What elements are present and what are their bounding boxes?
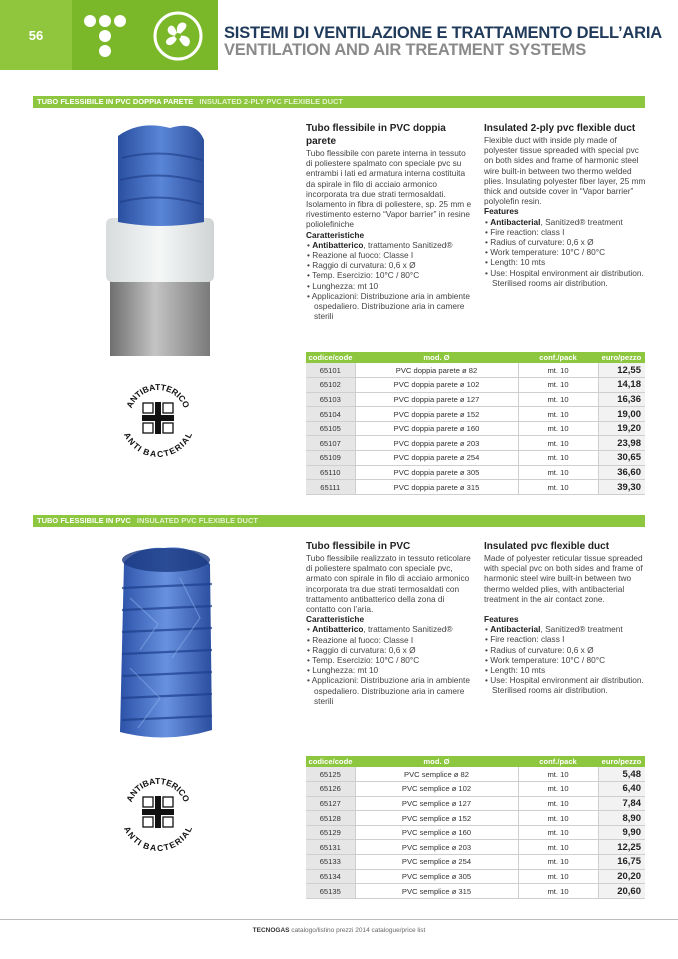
cell-pack: mt. 10 — [518, 407, 598, 422]
antibacterial-badge-icon — [118, 772, 198, 852]
cell-code: 65131 — [306, 840, 355, 855]
single-wall-duct-photo — [100, 538, 225, 750]
table-row — [306, 884, 645, 899]
feature-item: • Lunghezza: mt 10 — [306, 665, 474, 675]
table-row — [306, 363, 645, 378]
desc-en-2 — [484, 540, 648, 696]
cell-model: PVC semplice ø 315 — [355, 884, 518, 899]
cell-code: 65104 — [306, 407, 355, 422]
features-title-it: Caratteristiche — [306, 614, 365, 625]
table-row — [306, 436, 645, 451]
section-title-en: INSULATED PVC FLEXIBLE DUCT — [136, 516, 258, 525]
cell-pack: mt. 10 — [518, 884, 598, 899]
cell-code: 65102 — [306, 378, 355, 393]
product-heading-en: Insulated pvc flexible duct — [484, 541, 610, 552]
svg-text:ANTI BACTERIAL: ANTI BACTERIAL — [122, 824, 195, 852]
feature-item: • Antibacterial, Sanitized® treatment — [484, 624, 648, 634]
cell-model: PVC doppia parete ø 315 — [355, 480, 518, 495]
cell-price: 19,00 — [598, 407, 645, 422]
product-heading-it: Tubo flessibile in PVC — [306, 541, 411, 552]
cell-model: PVC doppia parete ø 160 — [355, 421, 518, 436]
cell-pack: mt. 10 — [518, 825, 598, 840]
cell-price: 36,60 — [598, 465, 645, 480]
cell-code: 65110 — [306, 465, 355, 480]
feature-item: • Raggio di curvatura: 0,6 x Ø — [306, 645, 474, 655]
product-heading-en: Insulated 2-ply pvc flexible duct — [484, 123, 636, 134]
feature-item: • Applicazioni: Distribuzione aria in ambiente ospedaliero. Distribuzione aria in camere sterili — [306, 675, 474, 706]
feature-item: • Temp. Esercizio: 10°C / 80°C — [306, 270, 474, 280]
col-header-model: mod. Ø — [355, 756, 518, 767]
footer — [0, 927, 678, 934]
table-row — [306, 392, 645, 407]
cell-pack: mt. 10 — [518, 782, 598, 797]
cell-code: 65105 — [306, 421, 355, 436]
price-table-double-wall — [306, 352, 645, 495]
svg-text:ANTI BACTERIAL: ANTI BACTERIAL — [122, 430, 195, 458]
cell-price: 20,20 — [598, 869, 645, 884]
cell-pack: mt. 10 — [518, 811, 598, 826]
cell-pack: mt. 10 — [518, 480, 598, 495]
cell-pack: mt. 10 — [518, 378, 598, 393]
table-row — [306, 825, 645, 840]
product-desc-en: Made of polyester reticular tissue spreaded with special pvc on both sides and frame of harmonic steel wire built-in between two thermo welded plies, with antibacterial treatment in the air contact zone. — [484, 553, 643, 604]
feature-item: • Use: Hospital environment air distribution. Sterilised rooms air distribution. — [484, 675, 648, 695]
section-bar-double-wall — [33, 96, 645, 108]
cell-price: 23,98 — [598, 436, 645, 451]
features-title-en: Features — [484, 206, 519, 217]
feature-item: • Work temperature: 10°C / 80°C — [484, 247, 648, 257]
table-row — [306, 767, 645, 782]
cell-price: 5,48 — [598, 767, 645, 782]
table-row — [306, 465, 645, 480]
feature-item: • Temp. Esercizio: 10°C / 80°C — [306, 655, 474, 665]
cell-model: PVC semplice ø 305 — [355, 869, 518, 884]
col-header-price: euro/pezzo — [598, 756, 645, 767]
feature-item: • Length: 10 mts — [484, 665, 648, 675]
feature-item: • Antibacterial, Sanitized® treatment — [484, 217, 648, 227]
cell-price: 39,30 — [598, 480, 645, 495]
cell-code: 65125 — [306, 767, 355, 782]
cell-model: PVC semplice ø 254 — [355, 855, 518, 870]
page-title: SISTEMI DI VENTILAZIONE E TRATTAMENTO DELL’ARIA — [224, 24, 662, 42]
desc-en-1 — [484, 122, 648, 288]
price-table-single-wall — [306, 756, 645, 899]
footer-divider — [0, 919, 678, 920]
cell-code: 65111 — [306, 480, 355, 495]
feature-item: • Radius of curvature: 0,6 x Ø — [484, 237, 648, 247]
feature-item: • Antibatterico, trattamento Sanitized® — [306, 240, 474, 250]
cell-model: PVC doppia parete ø 102 — [355, 378, 518, 393]
cell-model: PVC doppia parete ø 254 — [355, 451, 518, 466]
feature-item: • Raggio di curvatura: 0,6 x Ø — [306, 260, 474, 270]
cell-price: 30,65 — [598, 451, 645, 466]
table-row — [306, 378, 645, 393]
cell-price: 14,18 — [598, 378, 645, 393]
footer-text: catalogo/listino prezzi 2014 catalogue/price list — [289, 927, 426, 934]
product-desc-en: Flexible duct with inside ply made of polyester tissue spreaded with special pvc on both sides and frame of harmonic steel wire built-in between two thermo welded plies. Insulating polyester fiber layer, 25 mm thick and outside cover in “Vapor barrier” polyolefin resin. — [484, 135, 646, 207]
table-row — [306, 407, 645, 422]
cell-model: PVC doppia parete ø 82 — [355, 363, 518, 378]
feature-item: • Reazione al fuoco: Classe I — [306, 250, 474, 260]
cell-model: PVC semplice ø 152 — [355, 811, 518, 826]
col-header-code: codice/code — [306, 756, 355, 767]
product-desc-it: Tubo flessibile con parete interna in tessuto di poliestere spalmato con speciale pvc su entrambi i lati ed armatura interna costituita da spirale in filo di acciaio armonico incorporata tra due strati termosaldati. Isolamento in fibra di poliestere, sp. 25 mm e rivestimento esterno “Vapor barrier” in resine poliolefiniche — [306, 148, 472, 230]
cell-code: 65127 — [306, 796, 355, 811]
cell-code: 65101 — [306, 363, 355, 378]
col-header-pack: conf./pack — [518, 756, 598, 767]
product-desc-it: Tubo flessibile realizzato in tessuto reticolare di poliestere spalmato con speciale pvc, armato con spirale in filo di acciaio armonico incorporata tra due strati termosaldati con trattamento antibatterico della zona di contatto con l’aria. — [306, 553, 471, 615]
feature-item: • Fire reaction: class I — [484, 634, 648, 644]
table-row — [306, 421, 645, 436]
feature-item: • Radius of curvature: 0,6 x Ø — [484, 645, 648, 655]
feature-item: • Work temperature: 10°C / 80°C — [484, 655, 648, 665]
cell-model: PVC doppia parete ø 152 — [355, 407, 518, 422]
feature-item: • Applicazioni: Distribuzione aria in ambiente ospedaliero. Distribuzione aria in camere sterili — [306, 291, 474, 322]
cell-code: 65135 — [306, 884, 355, 899]
col-header-model: mod. Ø — [355, 352, 518, 363]
double-wall-duct-photo — [100, 118, 220, 356]
cell-model: PVC semplice ø 127 — [355, 796, 518, 811]
page-number: 56 — [0, 0, 72, 70]
cell-code: 65134 — [306, 869, 355, 884]
cell-model: PVC semplice ø 203 — [355, 840, 518, 855]
feature-item: • Lunghezza: mt 10 — [306, 281, 474, 291]
section-title-en: INSULATED 2-PLY PVC FLEXIBLE DUCT — [199, 97, 344, 106]
table-row — [306, 796, 645, 811]
page-subtitle: VENTILATION AND AIR TREATMENT SYSTEMS — [224, 41, 587, 59]
section-title-it: TUBO FLESSIBILE IN PVC DOPPIA PARETE — [37, 97, 194, 106]
table-row — [306, 811, 645, 826]
cell-price: 9,90 — [598, 825, 645, 840]
product-heading-it: Tubo flessibile in PVC doppia parete — [306, 123, 446, 147]
cell-price: 12,55 — [598, 363, 645, 378]
features-title-en: Features — [484, 614, 519, 625]
cell-code: 65103 — [306, 392, 355, 407]
cell-model: PVC doppia parete ø 305 — [355, 465, 518, 480]
cell-price: 16,36 — [598, 392, 645, 407]
table-row — [306, 782, 645, 797]
cell-pack: mt. 10 — [518, 840, 598, 855]
cell-code: 65126 — [306, 782, 355, 797]
section-title-it: TUBO FLESSIBILE IN PVC — [37, 516, 131, 525]
cell-price: 19,20 — [598, 421, 645, 436]
cell-code: 65129 — [306, 825, 355, 840]
cell-price: 16,75 — [598, 855, 645, 870]
cell-code: 65133 — [306, 855, 355, 870]
cell-code: 65128 — [306, 811, 355, 826]
table-row — [306, 451, 645, 466]
table-row — [306, 869, 645, 884]
cell-price: 12,25 — [598, 840, 645, 855]
feature-item: • Fire reaction: class I — [484, 227, 648, 237]
cell-pack: mt. 10 — [518, 767, 598, 782]
table-row — [306, 480, 645, 495]
svg-text:ANTIBATTERICO: ANTIBATTERICO — [124, 775, 192, 804]
cell-pack: mt. 10 — [518, 436, 598, 451]
table-row — [306, 855, 645, 870]
feature-item: • Reazione al fuoco: Classe I — [306, 635, 474, 645]
cell-price: 6,40 — [598, 782, 645, 797]
feature-item: • Antibatterico, trattamento Sanitized® — [306, 624, 474, 634]
svg-text:ANTIBATTERICO: ANTIBATTERICO — [124, 381, 192, 410]
cell-pack: mt. 10 — [518, 363, 598, 378]
col-header-code: codice/code — [306, 352, 355, 363]
features-title-it: Caratteristiche — [306, 229, 365, 240]
cell-pack: mt. 10 — [518, 465, 598, 480]
table-row — [306, 840, 645, 855]
cell-price: 8,90 — [598, 811, 645, 826]
cell-pack: mt. 10 — [518, 869, 598, 884]
brand-logo-icon — [76, 7, 134, 65]
feature-item: • Use: Hospital environment air distribution. Sterilised rooms air distribution. — [484, 268, 648, 288]
desc-it-1 — [306, 122, 474, 321]
feature-item: • Length: 10 mts — [484, 257, 648, 267]
col-header-price: euro/pezzo — [598, 352, 645, 363]
col-header-pack: conf./pack — [518, 352, 598, 363]
cell-pack: mt. 10 — [518, 796, 598, 811]
cell-pack: mt. 10 — [518, 421, 598, 436]
cell-price: 20,60 — [598, 884, 645, 899]
footer-brand: TECNOGAS — [252, 927, 290, 934]
cell-code: 65109 — [306, 451, 355, 466]
cell-model: PVC doppia parete ø 127 — [355, 392, 518, 407]
cell-model: PVC semplice ø 82 — [355, 767, 518, 782]
cell-price: 7,84 — [598, 796, 645, 811]
cell-model: PVC semplice ø 102 — [355, 782, 518, 797]
cell-code: 65107 — [306, 436, 355, 451]
section-bar-single-wall — [33, 515, 645, 527]
cell-pack: mt. 10 — [518, 392, 598, 407]
cell-pack: mt. 10 — [518, 855, 598, 870]
cell-model: PVC semplice ø 160 — [355, 825, 518, 840]
cell-pack: mt. 10 — [518, 451, 598, 466]
fan-icon — [152, 10, 204, 62]
antibacterial-badge-icon — [118, 378, 198, 458]
cell-model: PVC doppia parete ø 203 — [355, 436, 518, 451]
desc-it-2 — [306, 540, 474, 706]
